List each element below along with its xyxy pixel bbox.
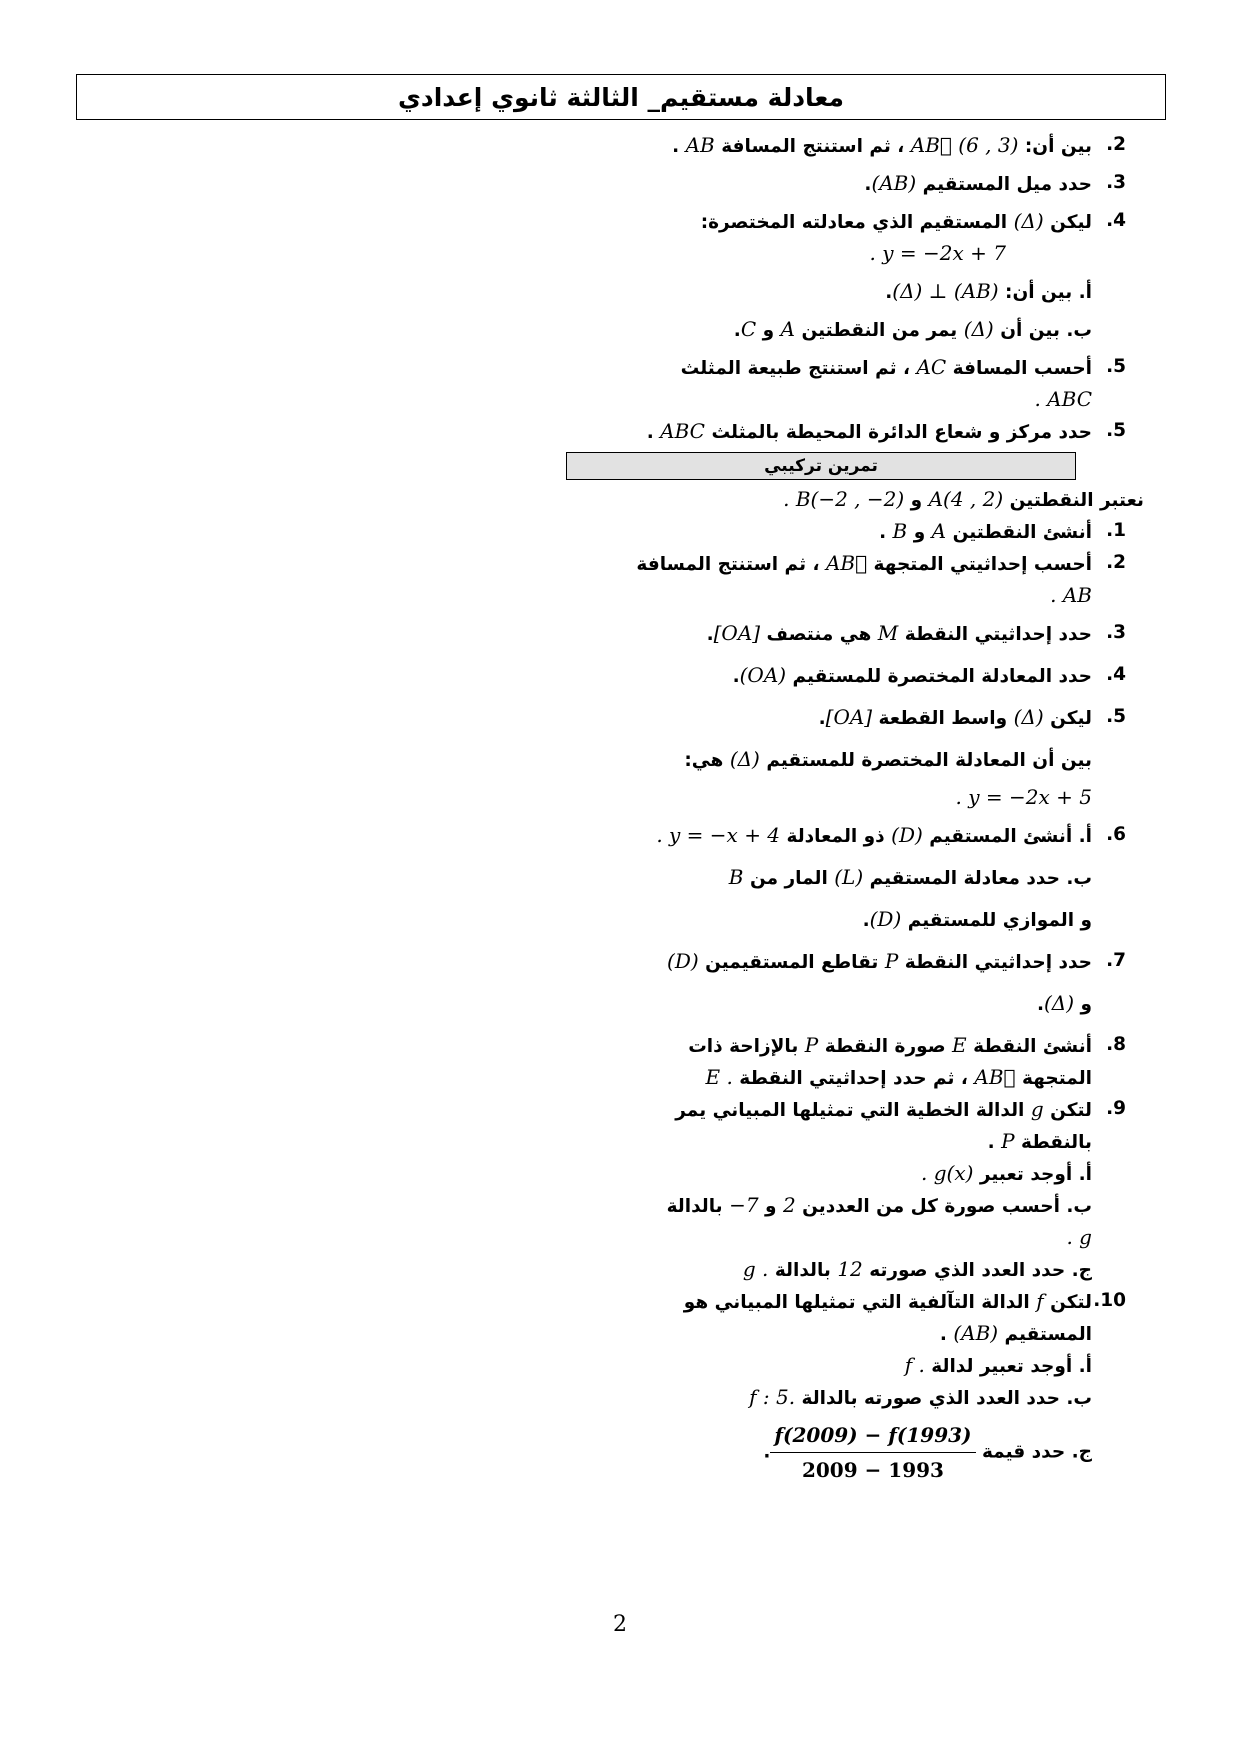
math-expression: [OA] bbox=[825, 705, 873, 729]
continuation-line: بين أن المعادلة المختصرة للمستقيم (Δ) هي: bbox=[566, 744, 1126, 776]
item-number: 6. bbox=[1106, 824, 1126, 845]
math-expression: A bbox=[780, 317, 795, 341]
math-expression: A(4 , 2) bbox=[928, 487, 1004, 511]
item-number: 3. bbox=[1106, 172, 1126, 193]
math-expression: (Δ) bbox=[729, 747, 760, 771]
item-number: 3. bbox=[1106, 622, 1126, 643]
item-text: ليكن (Δ) واسط القطعة [OA]. bbox=[566, 702, 1092, 734]
equation-line bbox=[566, 580, 1126, 612]
math-expression: (D) bbox=[667, 949, 699, 973]
continuation-line: المستقيم (AB) . bbox=[566, 1318, 1126, 1350]
exercise-item bbox=[566, 168, 1126, 200]
item-text: لتكن f الدالة التآلفية التي تمثيلها المبياني هو bbox=[566, 1286, 1092, 1318]
math-expression: B bbox=[728, 865, 744, 889]
math-expression: . B(−2 , −2) bbox=[783, 487, 905, 511]
item-number: 5. bbox=[1106, 356, 1126, 377]
math-expression: M bbox=[877, 621, 899, 645]
item-text: بين أن: AB⃗ (6 , 3) ، ثم استنتج المسافة AB . bbox=[566, 130, 1092, 162]
math-expression: . y = −2x + 7 bbox=[869, 241, 1006, 265]
item-text: أنشئ النقطة E صورة النقطة P بالإزاحة ذات bbox=[566, 1030, 1092, 1062]
math-expression: . g(x) bbox=[921, 1161, 974, 1185]
exercise-item bbox=[566, 548, 1126, 580]
item-number: 5. bbox=[1106, 420, 1126, 441]
math-expression: . AB bbox=[1050, 583, 1092, 607]
math-expression: 2 bbox=[782, 1193, 796, 1217]
exercise-item bbox=[566, 618, 1126, 650]
math-expression: f bbox=[1036, 1289, 1044, 1313]
fraction bbox=[770, 1420, 975, 1485]
equation-line bbox=[566, 782, 1126, 814]
math-expression: . y = −x + 4 bbox=[656, 823, 781, 847]
fraction-numerator: f(2009) − f(1993) bbox=[770, 1420, 975, 1453]
sub-item: ب. بين أن (Δ) يمر من النقطتين A و C. bbox=[566, 314, 1126, 346]
item-text: حدد مركز و شعاع الدائرة المحيطة بالمثلث ABC . bbox=[566, 416, 1092, 448]
math-expression: AC bbox=[916, 355, 947, 379]
math-expression: C bbox=[740, 317, 757, 341]
math-expression: (Δ) bbox=[1013, 705, 1044, 729]
item-number: 4. bbox=[1106, 664, 1126, 685]
item-number: 4. bbox=[1106, 210, 1126, 231]
exercise-item bbox=[566, 416, 1126, 448]
item-text: حدد إحداثيتي النقطة P تقاطع المستقيمين (D) bbox=[566, 946, 1092, 978]
equation-line bbox=[566, 1222, 1126, 1254]
math-expression: f : 5. bbox=[749, 1385, 796, 1409]
exercise-intro: نعتبر النقطتين A(4 , 2) و . B(−2 , −2) bbox=[566, 484, 1144, 516]
item-text: أحسب المسافة AC ، ثم استنتج طبيعة المثلث bbox=[566, 352, 1092, 384]
exercise-item bbox=[566, 352, 1126, 384]
math-expression: . g bbox=[1066, 1225, 1092, 1249]
sub-item: ج. حدد العدد الذي صورته 12 بالدالة g . bbox=[566, 1254, 1126, 1286]
math-expression: . y = −2x + 5 bbox=[955, 785, 1092, 809]
item-number: 8. bbox=[1106, 1034, 1126, 1055]
math-expression: g . bbox=[742, 1257, 769, 1281]
math-expression: (AB) bbox=[871, 171, 917, 195]
sub-item: أ. أوجد تعبير . g(x) bbox=[566, 1158, 1126, 1190]
item-text: لتكن g الدالة الخطية التي تمثيلها المبياني يمر bbox=[566, 1094, 1092, 1126]
item-number: 10. bbox=[1093, 1290, 1126, 1311]
exercise-item bbox=[566, 702, 1126, 734]
exercise-item bbox=[566, 206, 1126, 238]
math-expression: B bbox=[892, 519, 908, 543]
math-expression: (OA) bbox=[739, 663, 787, 687]
item-number: 7. bbox=[1106, 950, 1126, 971]
math-expression: −7 bbox=[729, 1193, 759, 1217]
item-text: حدد المعادلة المختصرة للمستقيم (OA). bbox=[566, 660, 1092, 692]
exercise-item bbox=[566, 946, 1126, 978]
exercise-item bbox=[566, 1286, 1126, 1318]
math-expression: 12 bbox=[837, 1257, 863, 1281]
math-expression: AB bbox=[685, 133, 715, 157]
continuation-line: بالنقطة P . bbox=[566, 1126, 1126, 1158]
math-expression: AB⃗ (6 , 3) bbox=[910, 133, 1019, 157]
item-number: 9. bbox=[1106, 1098, 1126, 1119]
math-expression: AB⃗ bbox=[974, 1065, 1016, 1089]
exercise-item bbox=[566, 130, 1126, 162]
sub-item: ج. حدد قيمة $\frac{f(2009) - f(1993)}{2009 - 1993}$ . bbox=[566, 1420, 1126, 1485]
math-expression: (Δ) ⊥ (AB) bbox=[892, 279, 999, 303]
sub-item: أ. أوجد تعبير لدالة f . bbox=[566, 1350, 1126, 1382]
item-text: ليكن (Δ) المستقيم الذي معادلته المختصرة: bbox=[566, 206, 1092, 238]
page-title: معادلة مستقيم_ الثالثة ثانوي إعدادي bbox=[397, 82, 845, 112]
exercise-item bbox=[566, 1094, 1126, 1126]
math-expression: . ABC bbox=[1034, 387, 1092, 411]
continuation-line: و الموازي للمستقيم (D). bbox=[566, 904, 1126, 936]
item-number: 2. bbox=[1106, 552, 1126, 573]
continuation-line: ب. حدد معادلة المستقيم (L) المار من B bbox=[566, 862, 1126, 894]
math-expression: P bbox=[884, 949, 899, 973]
math-expression: (L) bbox=[834, 865, 864, 889]
equation-line bbox=[566, 238, 1126, 270]
continuation-line: المتجهة AB⃗ ، ثم حدد إحداثيتي النقطة E . bbox=[566, 1062, 1126, 1094]
math-expression: E bbox=[952, 1033, 967, 1057]
math-expression: f . bbox=[904, 1353, 925, 1377]
math-expression: (Δ) bbox=[963, 317, 994, 341]
sub-item: أ. بين أن: (Δ) ⊥ (AB). bbox=[566, 276, 1126, 308]
item-text: أحسب إحداثيتي المتجهة AB⃗ ، ثم استنتج المسافة bbox=[566, 548, 1092, 580]
continuation-line: و (Δ). bbox=[566, 988, 1126, 1020]
item-text: حدد إحداثيتي النقطة M هي منتصف [OA]. bbox=[566, 618, 1092, 650]
title-box bbox=[76, 74, 1166, 120]
item-number: 5. bbox=[1106, 706, 1126, 727]
exercise-item bbox=[566, 820, 1126, 852]
equation-line bbox=[566, 384, 1126, 416]
math-expression: E . bbox=[705, 1065, 733, 1089]
item-number: 2. bbox=[1106, 134, 1126, 155]
item-number: 1. bbox=[1106, 520, 1126, 541]
exercise-item bbox=[566, 660, 1126, 692]
math-expression: g bbox=[1030, 1097, 1044, 1121]
exercise-item bbox=[566, 1030, 1126, 1062]
math-expression: (AB) bbox=[953, 1321, 999, 1345]
math-expression: [OA] bbox=[713, 621, 761, 645]
section-header: تمرين تركيبي bbox=[566, 452, 1076, 480]
math-expression: (D) bbox=[869, 907, 902, 931]
math-expression: ABC bbox=[660, 419, 705, 443]
content-column bbox=[566, 130, 1144, 1485]
item-text: حدد ميل المستقيم (AB). bbox=[566, 168, 1092, 200]
sub-item: ب. حدد العدد الذي صورته بالدالة f : 5. bbox=[566, 1382, 1126, 1414]
math-expression: AB⃗ bbox=[825, 551, 868, 575]
math-expression: P bbox=[1001, 1129, 1015, 1153]
math-expression: P bbox=[804, 1033, 819, 1057]
math-expression: A bbox=[931, 519, 947, 543]
sub-item: ب. أحسب صورة كل من العددين 2 و −7 بالدالة bbox=[566, 1190, 1126, 1222]
exercise-item bbox=[566, 516, 1126, 548]
math-expression: (Δ) bbox=[1013, 209, 1044, 233]
item-text: أ. أنشئ المستقيم (D) ذو المعادلة . y = −x + 4 bbox=[566, 820, 1092, 852]
page-number: 2 bbox=[613, 1612, 627, 1637]
fraction-denominator: 2009 − 1993 bbox=[801, 1458, 944, 1482]
math-expression: (Δ) bbox=[1043, 991, 1075, 1015]
item-text: أنشئ النقطتين A و B . bbox=[566, 516, 1092, 548]
math-expression: (D) bbox=[891, 823, 923, 847]
